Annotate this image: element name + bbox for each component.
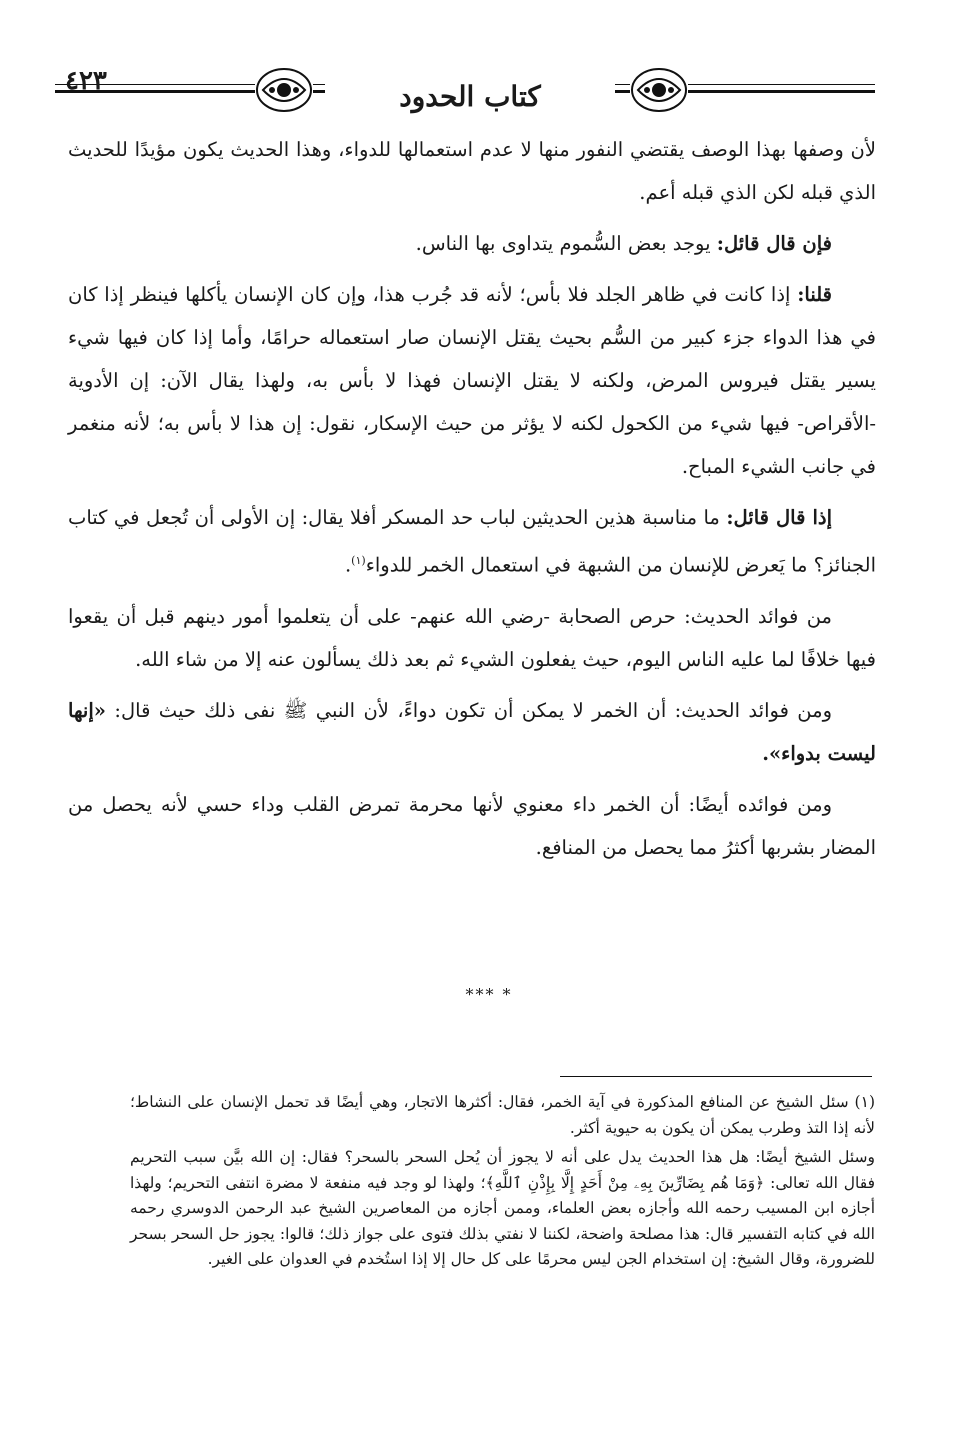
paragraph-2-lead: فإن قال قائل:	[716, 232, 832, 255]
paragraph-7	[68, 783, 876, 869]
footnotes	[130, 1090, 875, 1277]
paragraph-3	[68, 273, 876, 488]
paragraph-6-text: ومن فوائد الحديث: أن الخمر لا يمكن أن تكون دواءً، لأن النبي ﷺ نفى ذلك حيث قال:	[114, 698, 833, 722]
footnote-1: (١) سئل الشيخ عن المنافع المذكورة في آية الخمر، فقال: أكثرها الاتجار، وهي أيضًا قد تحمل الإنسان على النشاط؛ لأنه إذا التذ وطرب يمكن أن يكون به حيوية أكثر.	[130, 1093, 875, 1137]
paragraph-4-lead: إذا قال قائل:	[726, 506, 833, 529]
paragraph-3-lead: قلنا:	[797, 283, 832, 306]
ornament-right-icon	[630, 66, 688, 114]
footnote-2: وسئل الشيخ أيضًا: هل هذا الحديث يدل على أنه لا يجوز أن يُحل السحر بالسحر؟ فقال: إن الله بيَّن سبب التحريم فقال الله تعالى: ﴿وَمَا هُم بِضَارِّينَ بِهِۦ مِنْ أَحَدٍ إِلَّا بِإِذْنِ ٱللَّهِ﴾؛ ولهذا لو وجد فيه منفعة لا مضرة انتفى التحريم؛ ولهذا أجازه ابن المسيب رحمه الله وأجازه بعض العلماء، وممن أجازه من المعاصرين الشيخ عبد الرحمن الدوسري رحمه الله في كتابه التفسير قال: هذا مصلحة واضحة، لكننا لا نفتي بذلك فتوى على جواز ذلك؛ قالوا: يجوز حل السحر بسحر للضرورة، وقال الشيخ: إن استخدام الجن ليس محرمًا على كل حال إلا إذا استُخدم في العدوان على الغير.	[130, 1148, 875, 1268]
footnote-rule	[560, 1076, 872, 1077]
paragraph-1-text: لأن وصفها بهذا الوصف يقتضي النفور منها لا عدم استعمالها للدواء، وهذا الحديث يكون مؤيدًا للحديث الذي قبله لكن الذي قبله أعم.	[68, 138, 876, 204]
paragraph-7-text: ومن فوائده أيضًا: أن الخمر داء معنوي لأنها محرمة تمرض القلب وداء حسي لأنه يحصل من المضار بشربها أكثرُ مما يحصل من المنافع.	[68, 792, 876, 859]
section-separator: *** *	[465, 985, 513, 1004]
paragraph-5	[68, 595, 876, 681]
paragraph-4-end: .	[344, 553, 352, 577]
paragraph-4	[68, 496, 876, 587]
paragraph-6	[68, 689, 876, 775]
paragraph-2	[68, 222, 876, 265]
page-header	[55, 60, 875, 120]
paragraph-4-text: ما مناسبة هذين الحديثين لباب حد المسكر أفلا يقال: إن الأولى أن تُجعل في كتاب الجنائز؟ ما يَعرض للإنسان من الشبهة في استعمال الخمر للدواء	[68, 506, 876, 577]
hadith-quote: «إنها ليست بدواء».	[68, 698, 876, 765]
paragraph-3-text: إذا كانت في ظاهر الجلد فلا بأس؛ لأنه قد جُرب هذا، وإن كان الإنسان يأكلها فينظر إذا كان في هذا الدواء جزء كبير من السُّم بحيث يقتل الإنسان صار استعماله حرامًا، وأما إذا كان فيها شيء يسير يقتل فيروس المرض، ولكنه لا يقتل الإنسان فهذا لا بأس به، ولهذا يقال الآن: إن الأدوية -الأقراص- فيها شيء من الكحول لكنه لا يؤثر من حيث الإسكار، نقول: إن هذا لا بأس به؛ لأنه منغمر في جانب الشيء المباح.	[68, 283, 876, 478]
paragraph-5-text: من فوائد الحديث: حرص الصحابة -رضي الله عنهم- على أن يتعلموا أمور دينهم قبل أن يقعوا فيها خلافًا لما عليه الناس اليوم، حيث يفعلون الشيء ثم بعد ذلك يسألون عنه إلا من شاء الله.	[68, 604, 876, 671]
main-text	[68, 128, 876, 877]
paragraph-2-text: يوجد بعض السُّموم يتداوى بها الناس.	[415, 232, 717, 255]
paragraph-1	[68, 128, 876, 214]
ornament-left-icon	[255, 66, 313, 114]
footnote-ref: (١)	[351, 554, 366, 567]
running-title: كتاب الحدود	[325, 80, 615, 113]
page-number: ٤٢٣	[65, 66, 107, 96]
